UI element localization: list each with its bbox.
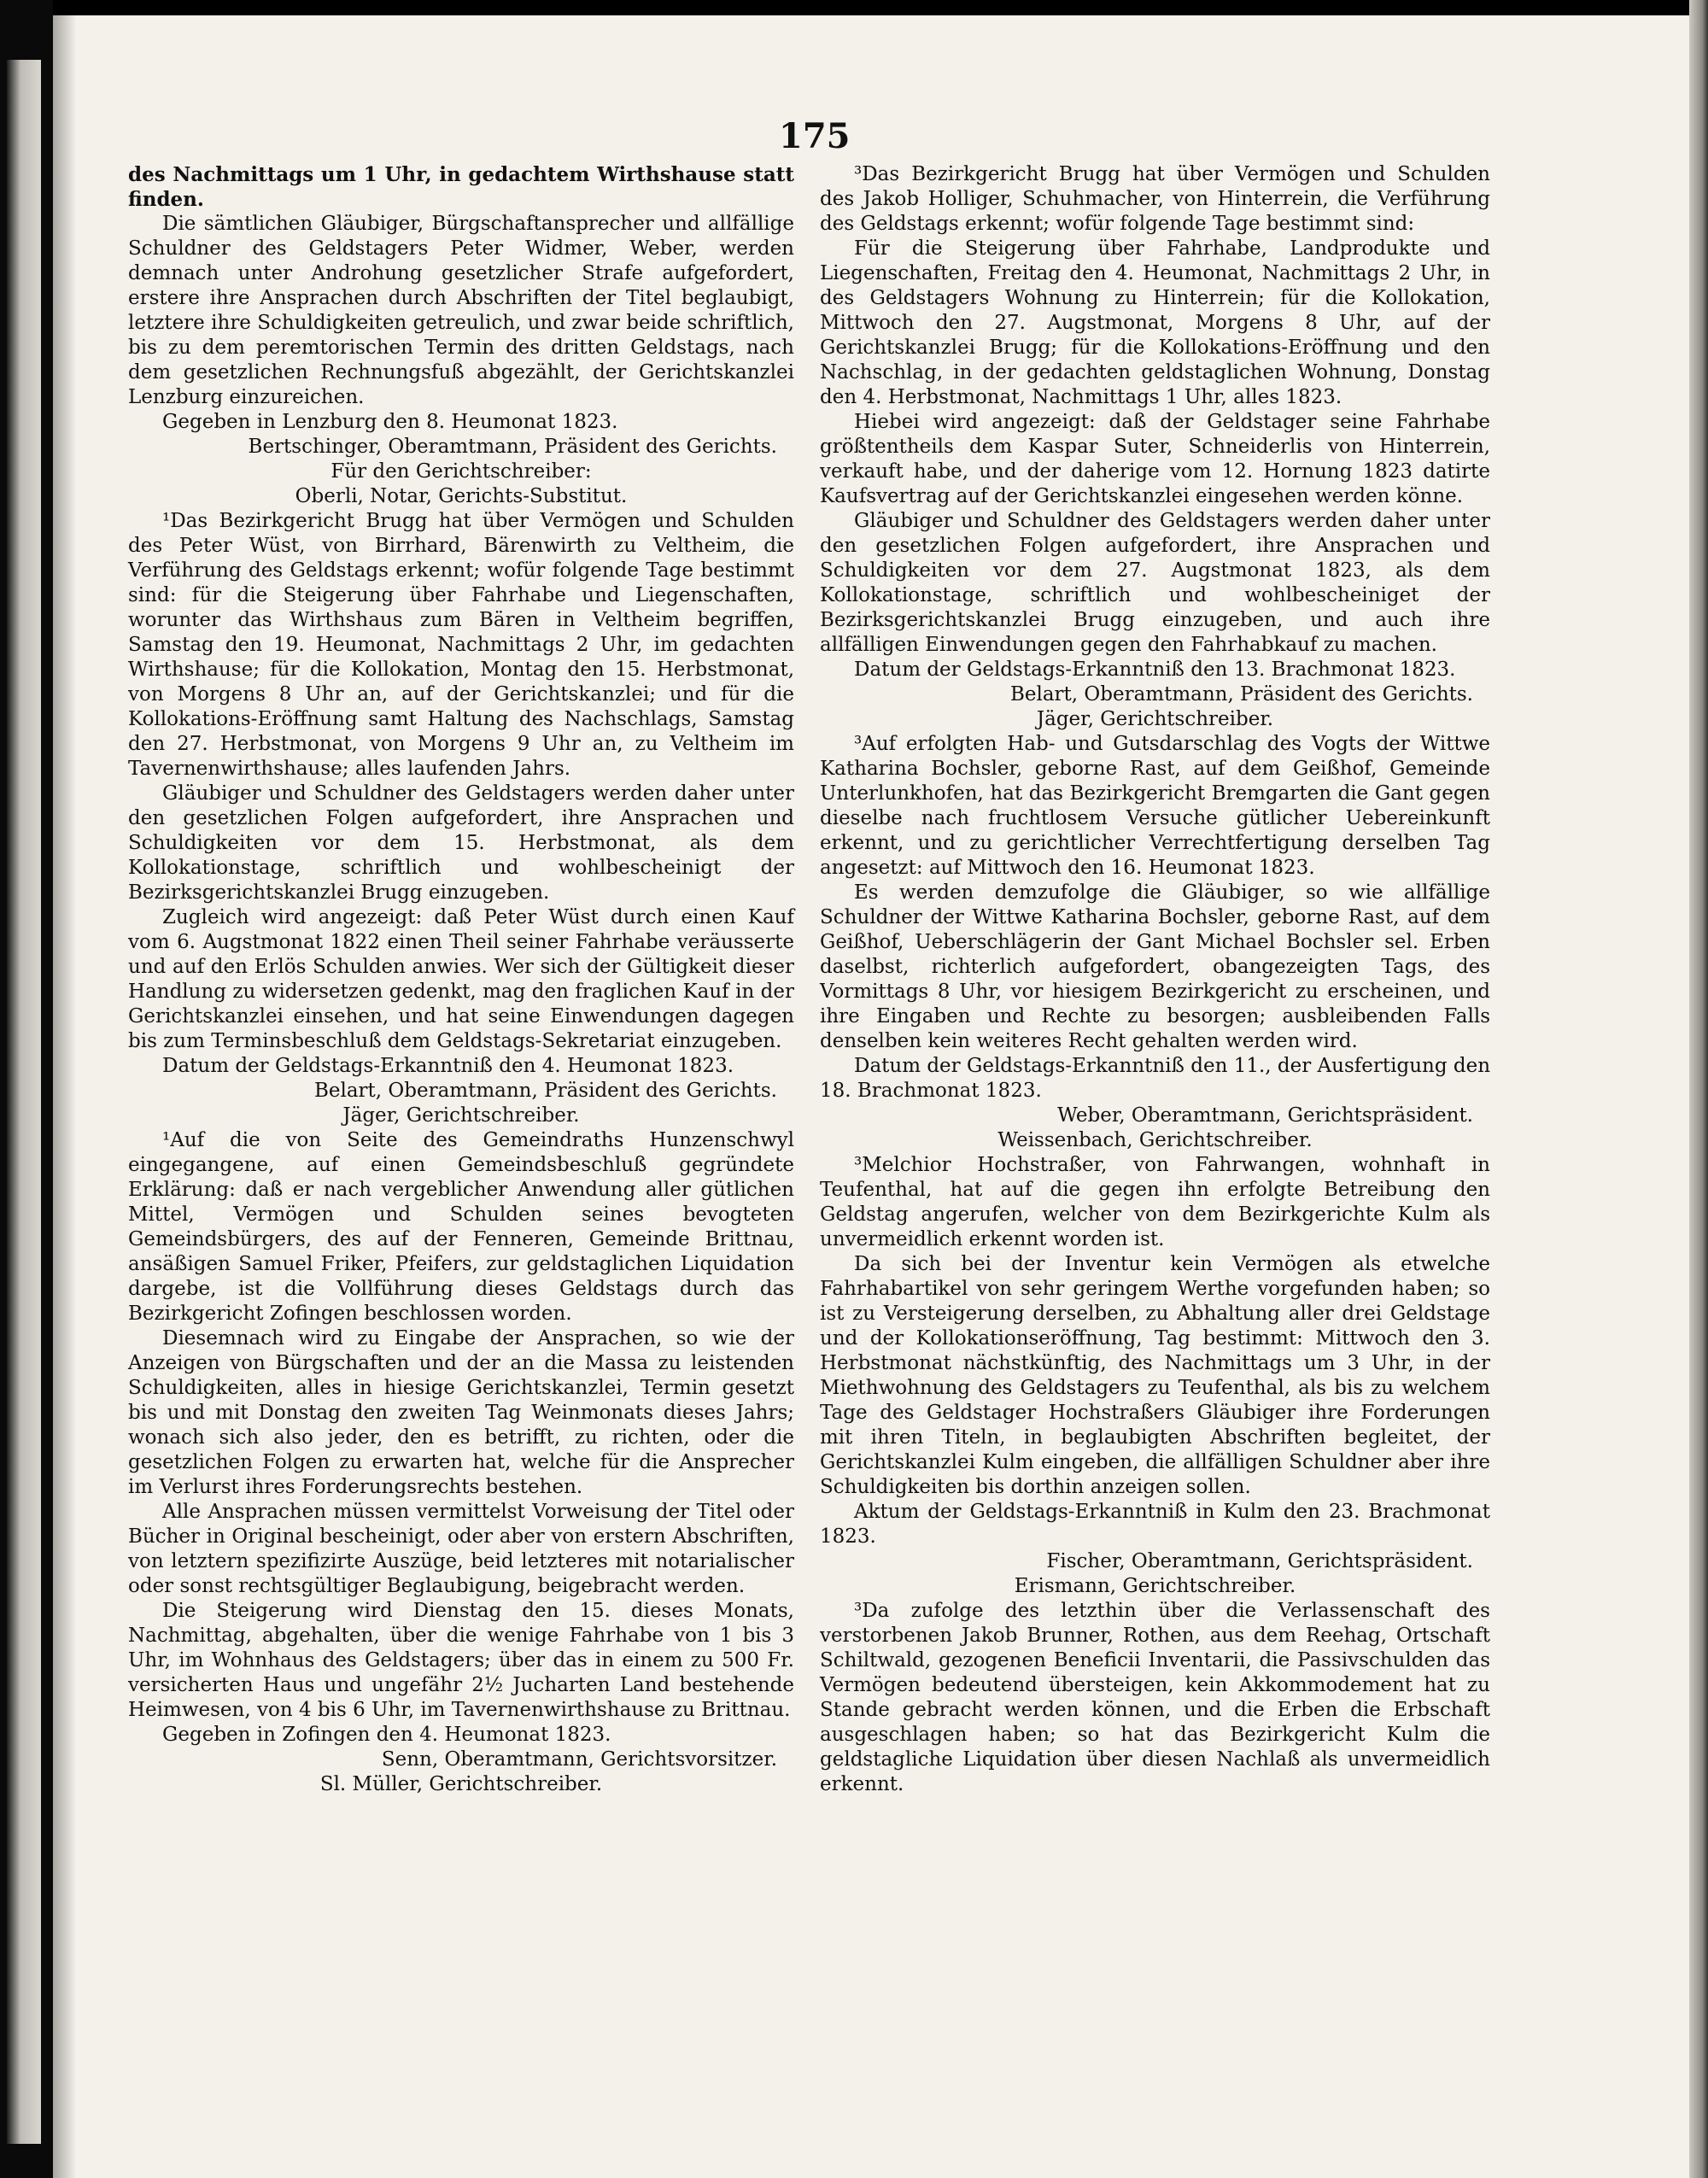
paragraph: Datum der Geldstags-Erkanntniß den 11., der Ausfertigung den 18. Brachmonat 1823. [820,1055,1491,1102]
paragraph: Für den Gerichtschreiber: [330,460,592,483]
previous-page-edge [7,60,41,2144]
paragraph: Weissenbach, Gerichtschreiber. [997,1129,1313,1151]
paragraph: Jäger, Gerichtschreiber. [342,1104,580,1127]
paragraph: Jäger, Gerichtschreiber. [1036,708,1274,730]
paragraph: Für die Steigerung über Fahrhabe, Landprodukte und Liegenschaften, Freitag den 4. Heumonat, Nachmittags 2 Uhr, in des Geldstagers Wohnung zu Hinterrein; für die Kollokation, Mittwoch den 27. Augstmonat, Morgens 8 Uhr, auf der Gerichtskanzlei Brugg; für die Kollokations-Eröffnung und den Nachschlag, in der gedachten geldstaglichen Wohnung, Donstag den 4. Herbstmonat, Nachmittags 1 Uhr, alles 1823. [820,237,1490,408]
paragraph: Gläubiger und Schuldner des Geldstagers werden daher unter den gesetzlichen Folgen aufgefordert, ihre Ansprachen und Schuldigkeiten vor dem 27. Augstmonat 1823, als dem Kollokationstage, schriftlich und wohlbescheiniget der Bezirksgerichtskanzlei Brugg einzugeben, und auch ihre allfälligen Einwendungen gegen den Fahrhabkauf zu machen. [820,510,1490,656]
scan-left-border [0,0,53,2178]
page-number: 175 [779,116,851,156]
right-column [820,162,1490,1797]
paragraph: Senn, Oberamtmann, Gerichtsvorsitzer. [381,1748,777,1771]
left-column [128,162,794,1797]
paragraph: Belart, Oberamtmann, Präsident des Gerichts. [313,1080,777,1102]
paragraph: Diesemnach wird zu Eingabe der Ansprachen, so wie der Anzeigen von Bürgschaften und der an die Massa zu leistenden Schuldigkeiten, alles in hiesige Gerichtskanzlei, Termin gesetzt bis und mit Donstag den zweiten Tag Weinmonats dieses Jahrs; wonach sich also jeder, den es betrifft, zu richten, oder die gesetzlichen Folgen zu erwarten hat, welche für die Ansprecher im Verlurst ihres Forderungsrechts bestehen. [128,1327,794,1498]
paragraph: ¹Auf die von Seite des Gemeindraths Hunzenschwyl eingegangene, auf einen Gemeindsbeschluß gegründete Erklärung: daß er nach vergeblicher Anwendung aller gütlichen Mittel, Vermögen und Schulden seines bevogteten Gemeindsbürgers, des auf der Fenneren, Gemeinde Brittnau, ansäßigen Samuel Friker, Pfeifers, zur geldstaglichen Liquidation dargebe, ist die Vollführung dieses Geldstags durch das Bezirkgericht Zofingen beschlossen worden. [128,1129,794,1325]
paragraph: ³Melchior Hochstraßer, von Fahrwangen, wohnhaft in Teufenthal, hat auf die gegen ihn erfolgte Betreibung den Geldstag angerufen, welcher von dem Bezirkgerichte Kulm als unvermeidlich erkennt worden ist. [820,1154,1490,1250]
paragraph: Die sämtlichen Gläubiger, Bürgschaftansprecher und allfällige Schuldner des Geldstagers Peter Widmer, Weber, werden demnach unter Androhung gesetzlicher Strafe aufgefordert, erstere ihre Ansprachen durch Abschriften der Titel beglaubigt, letztere ihre Schuldigkeiten getreulich, und zwar beide schriftlich, bis zu dem peremtorischen Termin des dritten Geldstags, nach dem gesetzlichen Rechnungsfuß abgezählt, der Gerichtskanzlei Lenzburg einzureichen. [128,213,794,408]
paragraph: Zugleich wird angezeigt: daß Peter Wüst durch einen Kauf vom 6. Augstmonat 1822 einen Theil seiner Fahrhabe veräusserte und auf den Erlös Schulden anwies. Wer sich der Gültigkeit dieser Handlung zu widersetzen gedenkt, mag den fraglichen Kauf in der Gerichtskanzlei einsehen, und hat seine Einwendungen dagegen bis zum Terminsbeschluß dem Geldstags-Sekretariat einzugeben. [128,906,794,1052]
paragraph: des Nachmittags um 1 Uhr, in gedachtem Wirthshause statt finden. [128,163,794,211]
paragraph: Aktum der Geldstags-Erkanntniß in Kulm den 23. Brachmonat 1823. [820,1501,1490,1548]
paragraph: Gegeben in Lenzburg den 8. Heumonat 1823. [162,411,618,433]
paragraph: Gläubiger und Schuldner des Geldstagers werden daher unter den gesetzlichen Folgen aufgefordert, ihre Ansprachen und Schuldigkeiten vor dem 15. Herbstmonat, als dem Kollokationstage, schriftlich und wohlbescheinigt der Bezirksgerichtskanzlei Brugg einzugeben. [128,782,794,904]
paragraph: Erismann, Gerichtschreiber. [1014,1575,1296,1597]
paragraph: ³Auf erfolgten Hab- und Gutsdarschlag des Vogts der Wittwe Katharina Bochsler, geborne Rast, auf dem Geißhof, Gemeinde Unterlunkhofen, hat das Bezirkgericht Bremgarten die Gant gegen dieselbe nach fruchtlosem Versuche gütlicher Uebereinkunft erkennt, und zu gerichtlicher Verrechtfertigung derselben Tag angesetzt: auf Mittwoch den 16. Heumonat 1823. [820,733,1490,879]
paragraph: Sl. Müller, Gerichtschreiber. [319,1773,603,1795]
scan-right-border [1689,0,1708,2178]
paragraph: ³Das Bezirkgericht Brugg hat über Vermögen und Schulden des Jakob Holliger, Schuhmacher, von Hinterrein, die Verführung des Geldstags erkennt; wofür folgende Tage bestimmt sind: [820,163,1490,235]
paragraph: Da sich bei der Inventur kein Vermögen als etwelche Fahrhabartikel von sehr geringem Werthe vorgefunden haben; so ist zu Versteigerung derselben, zu Abhaltung aller drei Geldstage und der Kollokationseröffnung, Tag bestimmt: Mittwoch den 3. Herbstmonat nächstkünftig, des Nachmittags um 3 Uhr, in der Miethwohnung des Geldstagers zu Teufenthal, als bis zu welchem Tage des Geldstager Hochstraßers Gläubiger ihre Forderungen mit ihren Titeln, in beglaubigten Abschriften begleitet, der Gerichtskanzlei Kulm eingeben, die allfälligen Schuldner aber ihre Schuldigkeiten bis dorthin anzeigen sollen. [820,1253,1490,1498]
paragraph: ¹Das Bezirkgericht Brugg hat über Vermögen und Schulden des Peter Wüst, von Birrhard, Bärenwirth zu Veltheim, die Verführung des Geldstags erkennt; wofür folgende Tage bestimmt sind: für die Steigerung über Fahrhabe und Liegenschaften, worunter das Wirthshaus zum Bären in Veltheim begriffen, Samstag den 19. Heumonat, Nachmittags 2 Uhr, im gedachten Wirthshause; für die Kollokation, Montag den 15. Herbstmonat, von Morgens 8 Uhr an, auf der Gerichtskanzlei; und für die Kollokations-Eröffnung samt Haltung des Nachschlags, Samstag den 27. Herbstmonat, von Morgens 9 Uhr an, zu Veltheim im Tavernenwirthshause; alles laufenden Jahrs. [128,510,794,780]
paragraph: ³Da zufolge des letzthin über die Verlassenschaft des verstorbenen Jakob Brunner, Rothen, aus dem Reehag, Ortschaft Schiltwald, gezogenen Beneficii Inventarii, die Passivschulden das Vermögen bedeutend übersteigen, kein Akkommodement hat zu Stande gebracht werden können, und die Erben die Erbschaft ausgeschlagen haben; so hat das Bezirkgericht Kulm die geldstagliche Liquidation über diesen Nachlaß als unvermeidlich erkennt. [820,1600,1490,1795]
page-gutter-shadow [53,15,75,2178]
paragraph: Fischer, Oberamtmann, Gerichtspräsident. [1046,1550,1473,1572]
paragraph: Weber, Oberamtmann, Gerichtspräsident. [1057,1104,1473,1127]
paragraph: Datum der Geldstags-Erkanntniß den 4. Heumonat 1823. [162,1055,734,1077]
paragraph: Oberli, Notar, Gerichts-Substitut. [295,485,628,507]
paragraph: Alle Ansprachen müssen vermittelst Vorweisung der Titel oder Bücher in Original bescheinigt, oder aber von erstern Abschriften, von letztern spezifizirte Auszüge, beid letzteres mit notarialischer oder sonst rechtsgültiger Beglaubigung, beigebracht werden. [128,1501,794,1597]
paragraph: Bertschinger, Oberamtmann, Präsident des Gerichts. [248,436,777,458]
paragraph: Gegeben in Zofingen den 4. Heumonat 1823. [162,1724,611,1746]
paragraph: Belart, Oberamtmann, Präsident des Gerichts. [1009,683,1473,706]
paragraph: Es werden demzufolge die Gläubiger, so wie allfällige Schuldner der Wittwe Katharina Bochsler, geborne Rast, auf dem Geißhof, Ueberschlägerin der Gant Michael Bochsler sel. Erben daselbst, richterlich aufgefordert, obangezeigten Tags, des Vormittags 8 Uhr, vor hiesigem Bezirkgericht zu erscheinen, und ihre Eingaben und Rechte zu besorgen; ausbleibenden Falls denselben kein weiteres Recht gehalten werden wird. [820,881,1490,1052]
paragraph: Hiebei wird angezeigt: daß der Geldstager seine Fahrhabe größtentheils dem Kaspar Suter, Schneiderlis von Hinterrein, verkauft habe, und der daherige vom 12. Hornung 1823 datirte Kaufsvertrag auf der Gerichtskanzlei eingesehen werden könne. [820,411,1490,507]
paragraph: Datum der Geldstags-Erkanntniß den 13. Brachmonat 1823. [854,659,1456,681]
paragraph: Die Steigerung wird Dienstag den 15. dieses Monats, Nachmittag, abgehalten, über die wenige Fahrhabe von 1 bis 3 Uhr, im Wohnhaus des Geldstagers; über das in einem zu 500 Fr. versicherten Haus und ungefähr 2½ Jucharten Land bestehende Heimwesen, von 4 bis 6 Uhr, im Tavernenwirthshause zu Brittnau. [128,1600,794,1721]
